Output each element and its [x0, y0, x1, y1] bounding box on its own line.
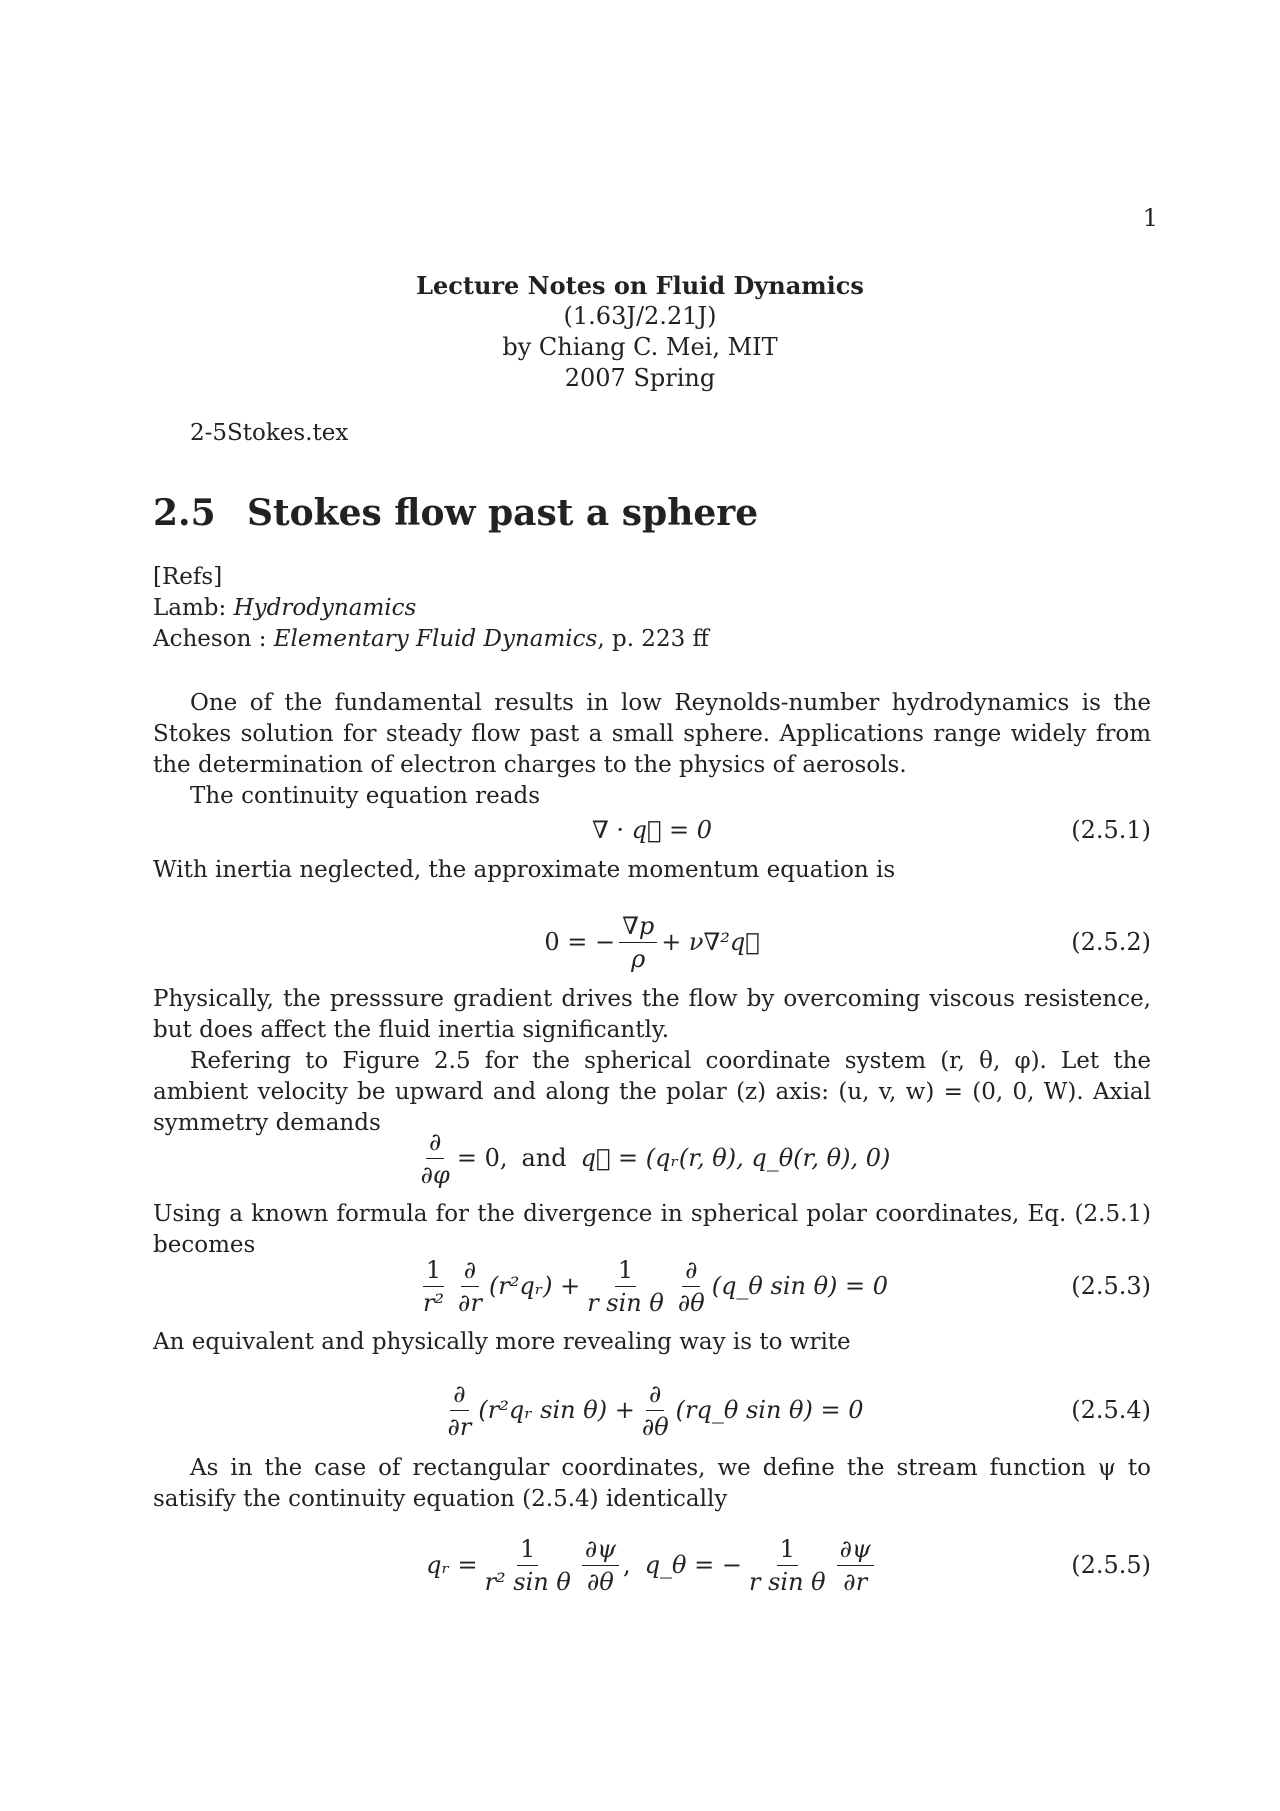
fraction: [746, 1535, 829, 1596]
denominator: ∂φ: [420, 1160, 450, 1189]
equation-body: [153, 1525, 1151, 1605]
denominator: ∂θ: [677, 1288, 705, 1317]
header-author: by Chiang C. Mei, MIT: [502, 333, 778, 361]
header-course: (1.63J/2.21J): [563, 302, 717, 330]
eq-term: and: [521, 1144, 567, 1172]
numerator: 1: [517, 1535, 538, 1566]
header-term: 2007 Spring: [564, 364, 716, 392]
ref-title: Elementary Fluid Dynamics: [273, 626, 598, 652]
equation-body: [153, 1118, 1151, 1198]
ref-author: Lamb:: [153, 595, 227, 621]
eq-term: q_θ = −: [644, 1551, 742, 1579]
ref-author: Acheson :: [153, 626, 267, 652]
references: [153, 562, 709, 655]
eq-term: (r²qᵣ) +: [488, 1272, 581, 1300]
denominator: r sin θ: [587, 1288, 664, 1317]
eq-term: (q_θ sin θ) = 0: [711, 1272, 889, 1300]
numerator: ∂: [682, 1256, 700, 1287]
paragraph-continuity: The continuity equation reads: [190, 783, 541, 809]
eq-term: (rq_θ sin θ) = 0: [675, 1396, 864, 1424]
paragraph-equivalent: An equivalent and physically more revealing way is to write: [153, 1329, 851, 1355]
fraction: [455, 1256, 485, 1317]
eq-term: = 0,: [456, 1144, 508, 1172]
section-heading: [153, 492, 758, 534]
equation-2-5-2: [153, 902, 1151, 982]
paragraph-coordinates: Refering to Figure 2.5 for the spherical coordinate system (r, θ, φ). Let the ambient velocity be upward and along the polar (z) axis: (u, v, w) = (0, 0, W). Axial symmetry demands: [153, 1048, 1151, 1136]
equation-label: (2.5.4): [1071, 1396, 1151, 1424]
paragraph-divergence: Using a known formula for the divergence in spherical polar coordinates, Eq. (2.5.1) becomes: [153, 1201, 1151, 1258]
equation-label: (2.5.3): [1071, 1272, 1151, 1300]
fraction: [445, 1380, 475, 1441]
eq-term: 0 = −: [544, 928, 616, 956]
page-number: 1: [1142, 204, 1158, 232]
eq-term: qᵣ =: [426, 1551, 478, 1579]
denominator: ρ: [631, 944, 646, 973]
fraction: [482, 1535, 574, 1596]
fraction: [584, 1256, 667, 1317]
section-title: Stokes flow past a sphere: [247, 492, 759, 534]
numerator: ∂: [426, 1128, 444, 1159]
numerator: ∂ψ: [582, 1535, 619, 1566]
fraction: [837, 1535, 874, 1596]
paragraph-stream-function: As in the case of rectangular coordinates, we define the stream function ψ to satisify the continuity equation (2.5.4) identically: [153, 1455, 1151, 1512]
numerator: ∂: [450, 1380, 468, 1411]
paragraph-intro: One of the fundamental results in low Reynolds-number hydrodynamics is the Stokes solution for steady flow past a small sphere. Applications range widely from the determination of electron charges to the physics of aerosols.: [153, 690, 1151, 778]
paragraph-momentum: With inertia neglected, the approximate momentum equation is: [153, 857, 896, 883]
ref-lamb: [153, 593, 709, 624]
lecture-header: [0, 270, 1280, 394]
eq-term: ,: [623, 1551, 631, 1579]
numerator: ∇p: [619, 912, 657, 943]
numerator: 1: [615, 1256, 636, 1287]
numerator: ∂: [461, 1256, 479, 1287]
ref-title: Hydrodynamics: [233, 595, 417, 621]
fraction: [420, 1256, 447, 1317]
section-number: 2.5: [153, 492, 216, 534]
eq-term: (r²qᵣ sin θ) +: [478, 1396, 635, 1424]
numerator: 1: [423, 1256, 444, 1287]
filename: 2-5Stokes.tex: [190, 420, 349, 446]
denominator: ∂θ: [587, 1567, 614, 1596]
equation-2-5-5: [153, 1525, 1151, 1605]
denominator: ∂r: [447, 1412, 472, 1441]
equation-body: [153, 902, 1151, 982]
equation-label: (2.5.1): [1071, 816, 1151, 844]
equation-body: [153, 1370, 1151, 1450]
equation-2-5-3: [153, 1246, 1151, 1326]
fraction: [619, 912, 657, 973]
equation-2-5-4: [153, 1370, 1151, 1450]
header-title: Lecture Notes on Fluid Dynamics: [416, 271, 864, 300]
numerator: ∂ψ: [837, 1535, 874, 1566]
numerator: 1: [777, 1535, 798, 1566]
equation-label: (2.5.2): [1071, 928, 1151, 956]
eq-term: q⃗ = (qᵣ(r, θ), q_θ(r, θ), 0): [580, 1144, 891, 1172]
fraction: [418, 1128, 453, 1189]
equation-label: (2.5.5): [1071, 1551, 1151, 1579]
fraction: [582, 1535, 619, 1596]
eq-term: + ν∇²q⃗: [661, 928, 760, 956]
fraction: [639, 1380, 672, 1441]
denominator: ∂r: [843, 1567, 868, 1596]
ref-acheson: [153, 624, 709, 655]
paragraph-physically: Physically, the presssure gradient drives the flow by overcoming viscous resistence, but does affect the fluid inertia significantly.: [153, 986, 1151, 1043]
ref-pages: , p. 223 ff: [597, 626, 709, 652]
refs-label: [Refs]: [153, 564, 223, 590]
equation-2-5-1: [153, 800, 1151, 860]
fraction: [675, 1256, 708, 1317]
denominator: r²: [422, 1288, 445, 1317]
denominator: ∂r: [458, 1288, 482, 1317]
numerator: ∂: [646, 1380, 664, 1411]
equation-axial-symmetry: [153, 1118, 1151, 1198]
equation-body: ∇ · q⃗ = 0: [591, 816, 713, 844]
denominator: r² sin θ: [484, 1567, 571, 1596]
denominator: r sin θ: [748, 1567, 826, 1596]
equation-body: [153, 1246, 1151, 1326]
denominator: ∂θ: [641, 1412, 669, 1441]
